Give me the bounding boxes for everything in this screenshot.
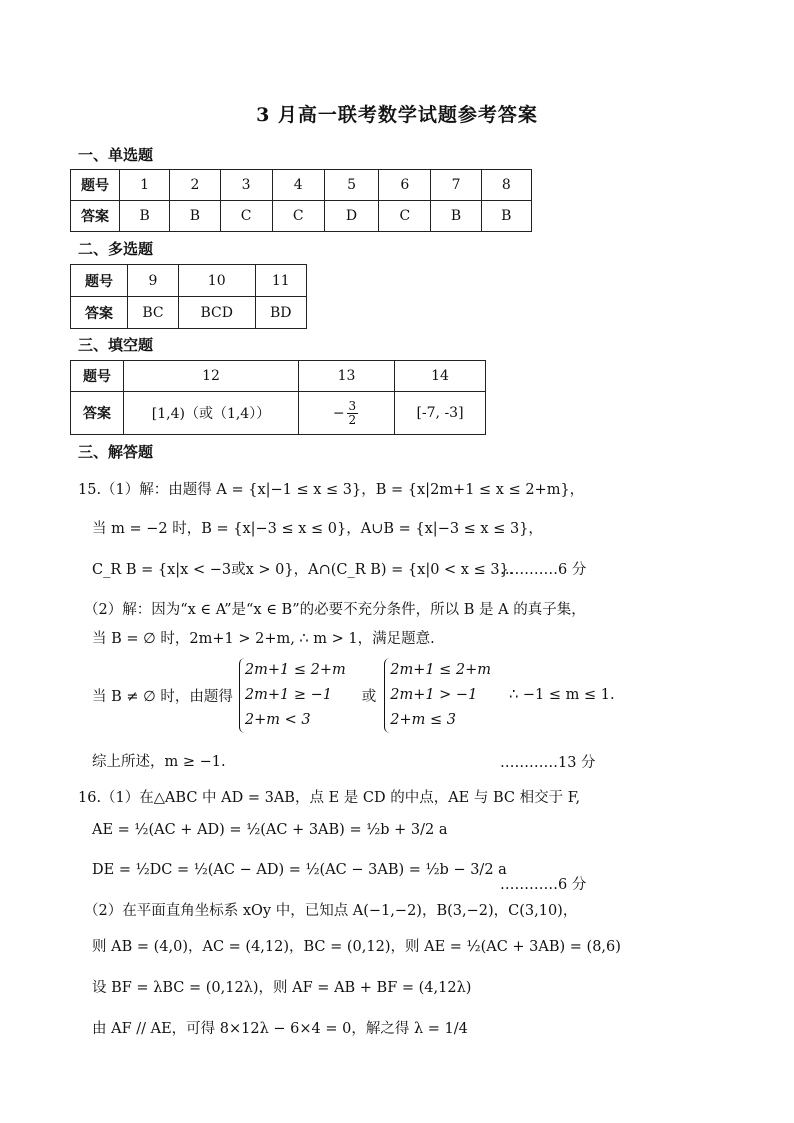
table-cell: 6 (379, 170, 431, 201)
fill-blank-answer-table (70, 360, 486, 435)
table-cell: 11 (255, 265, 307, 297)
or-word: 或 (361, 688, 377, 705)
q15-line-5: 当 B = ∅ 时，2m+1 > 2+m, ∴ m > 1，满足题意. (92, 631, 435, 647)
equation-system-1 (239, 658, 346, 733)
table-cell: C (379, 201, 431, 232)
table-cell: 10 (178, 265, 255, 297)
system-row: 2m+1 > −1 (390, 686, 478, 703)
q16-line-1: 16.（1）在△ABC 中 AD = 3AB，点 E 是 CD 的中点，AE 与 BC 相交于 F, (78, 790, 581, 806)
section-heading-multi-choice: 二、多选题 (78, 240, 154, 258)
q16-line-6: 设 BF = λBC = (0,12λ)，则 AF = AB + BF = (4,12λ) (92, 980, 472, 996)
row-label-number: 题号 (71, 265, 128, 297)
single-choice-answer-table (70, 169, 532, 232)
table-cell: 4 (272, 170, 324, 201)
table-cell: C (220, 201, 272, 232)
system-row: 2+m ≤ 3 (390, 711, 456, 728)
table-cell: B (481, 201, 531, 232)
system-row: 2m+1 ≤ 2+m (244, 661, 346, 678)
row-label-number: 题号 (71, 361, 124, 392)
q15-l6-conclusion: ∴ −1 ≤ m ≤ 1. (509, 687, 615, 703)
table-cell: 3 (220, 170, 272, 201)
system-row: 2+m < 3 (244, 711, 311, 728)
score-mark: …………6 分 (500, 877, 587, 893)
table-cell: 7 (431, 170, 481, 201)
q16-line-4: （2）在平面直角坐标系 xOy 中，已知点 A(−1,−2)，B(3,−2)，C(3,10)， (84, 903, 578, 919)
table-cell: B (170, 201, 220, 232)
table-cell: D (324, 201, 378, 232)
section-heading-solutions: 三、解答题 (78, 443, 154, 461)
section-heading-fill-blank: 三、填空题 (78, 336, 154, 354)
table-cell: 1 (120, 170, 170, 201)
q16-line-3: DE = ½DC = ½(AC − AD) = ½(AC − 3AB) = ½b − 3/2 a (92, 862, 507, 878)
q15-line-4: （2）解：因为“x ∈ A”是“x ∈ B”的必要不充分条件，所以 B 是 A 的真子集， (84, 602, 586, 618)
section-heading-single-choice: 一、单选题 (78, 146, 154, 164)
q16-line-2: AE = ½(AC + AD) = ½(AC + 3AB) = ½b + 3/2 a (92, 822, 448, 838)
fraction-numerator: 3 (348, 398, 357, 413)
table-cell: B (120, 201, 170, 232)
table-cell-fraction (299, 392, 395, 435)
q15-line-6 (92, 656, 615, 734)
q15-line-3: C_R B = {x|x < −3或x > 0}，A∩(C_R B) = {x|0 < x ≤ 3}. (92, 562, 514, 578)
table-cell: BC (128, 297, 179, 329)
q16-line-7: 由 AF // AE，可得 8×12λ − 6×4 = 0，解之得 λ = 1/4 (92, 1021, 468, 1037)
system-row: 2m+1 ≤ 2+m (390, 661, 492, 678)
equation-system-2 (384, 658, 491, 733)
table-cell: 12 (124, 361, 299, 392)
table-cell: C (272, 201, 324, 232)
q15-line-2: 当 m = −2 时，B = {x|−3 ≤ x ≤ 0}，A∪B = {x|−3 ≤ x ≤ 3}， (92, 521, 543, 537)
q15-l6-prefix: 当 B ≠ ∅ 时，由题得 (92, 688, 233, 705)
q15-line-7: 综上所述，m ≥ −1. (92, 754, 226, 770)
table-cell: BCD (178, 297, 255, 329)
table-cell: 13 (299, 361, 395, 392)
minus-sign: − (332, 405, 345, 421)
fraction-denominator: 2 (348, 412, 357, 427)
table-cell: 5 (324, 170, 378, 201)
table-cell: 2 (170, 170, 220, 201)
score-mark: …………6 分 (500, 562, 587, 578)
score-mark: …………13 分 (500, 755, 596, 771)
page-title: 3 月高一联考数学试题参考答案 (256, 104, 538, 126)
table-cell: [1,4)（或（1,4）） (124, 392, 299, 435)
q16-line-5: 则 AB = (4,0)，AC = (4,12)，BC = (0,12)，则 AE = ½(AC + 3AB) = (8,6) (92, 939, 621, 955)
table-cell: 14 (395, 361, 486, 392)
table-cell: B (431, 201, 481, 232)
system-row: 2m+1 ≥ −1 (244, 686, 332, 703)
row-label-answer: 答案 (71, 201, 120, 232)
fraction (347, 400, 359, 427)
table-cell: 8 (481, 170, 531, 201)
table-cell: BD (255, 297, 307, 329)
row-label-answer: 答案 (71, 392, 124, 435)
multi-choice-answer-table (70, 264, 307, 329)
table-cell: [-7, -3] (395, 392, 486, 435)
row-label-answer: 答案 (71, 297, 128, 329)
q15-line-1: 15.（1）解：由题得 A = {x|−1 ≤ x ≤ 3}，B = {x|2m+1 ≤ x ≤ 2+m}， (78, 482, 585, 498)
table-cell: 9 (128, 265, 179, 297)
row-label-number: 题号 (71, 170, 120, 201)
